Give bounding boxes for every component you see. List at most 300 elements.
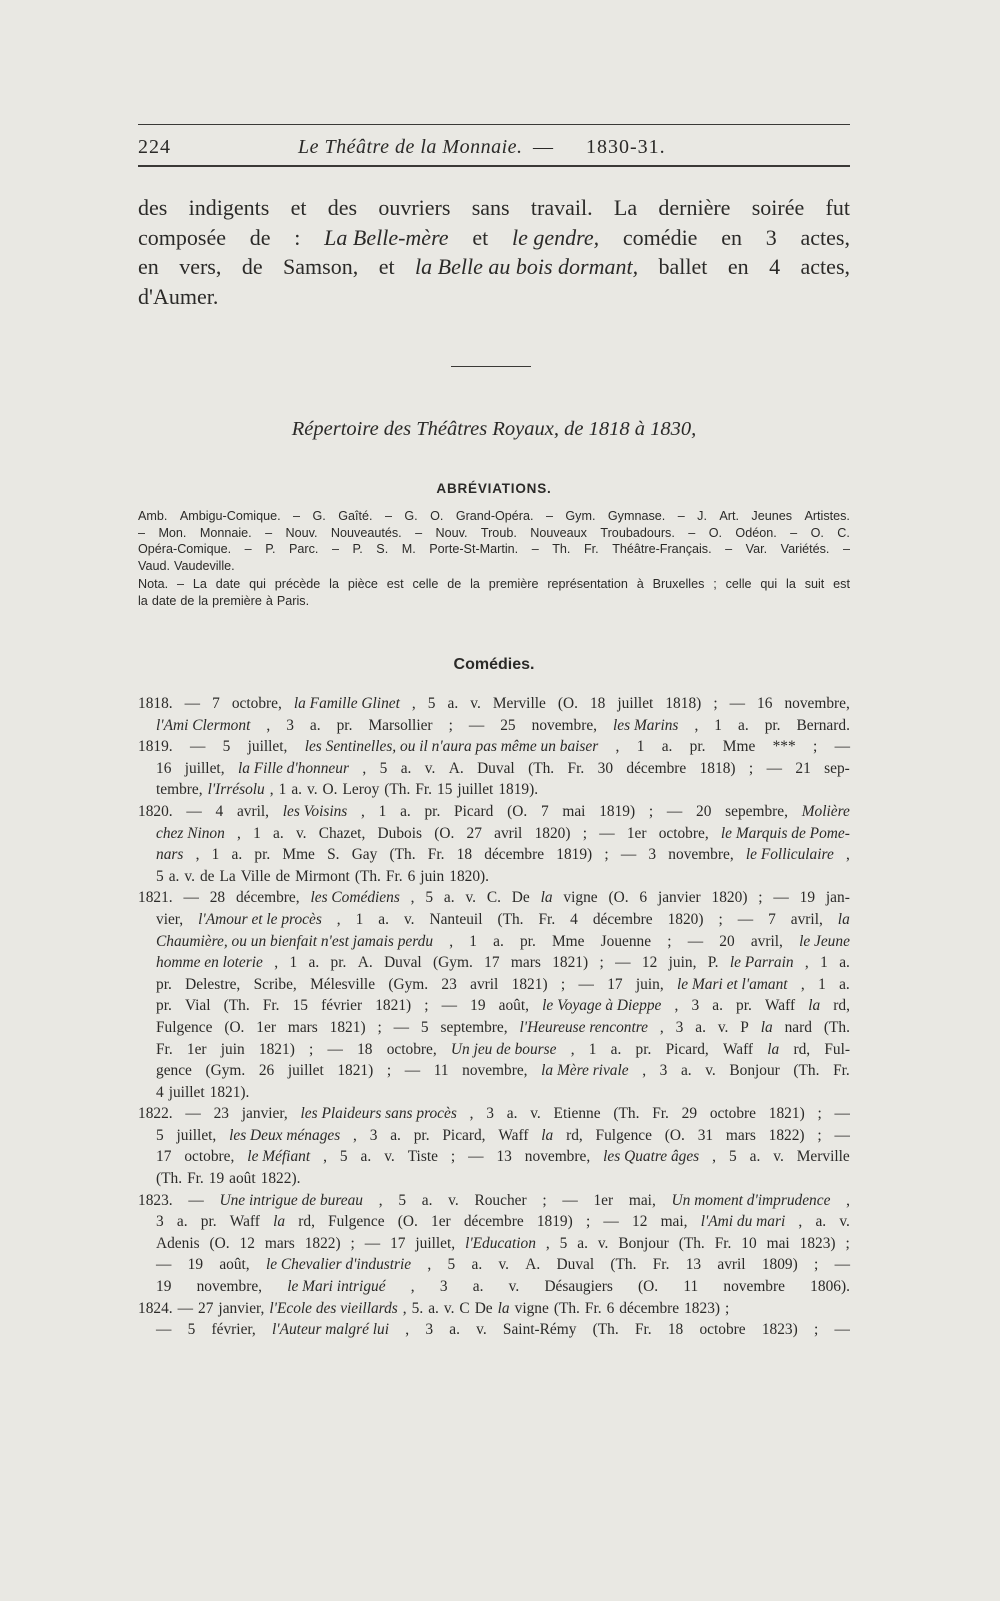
- entry-text: a.: [493, 932, 504, 950]
- abbreviation-token: première: [488, 577, 539, 592]
- entry-text: 15: [437, 781, 453, 799]
- entry-text: Mélesville: [310, 975, 376, 993]
- play-title: l'Ecole des vieillards: [269, 1299, 398, 1317]
- entry-text: (Gym.: [433, 954, 473, 972]
- play-title: les Plaideurs sans procès: [300, 1105, 457, 1123]
- abbreviation-token: –: [138, 525, 146, 540]
- entry-text: 3: [286, 716, 294, 734]
- entry-text: octobre,: [386, 1040, 437, 1058]
- play-title: Un jeu de bourse: [450, 1040, 557, 1058]
- abbreviation-token: Grand-Opéra.: [455, 509, 534, 523]
- entry-text: 1806).: [810, 1278, 850, 1296]
- play-title: la Mère rivale: [541, 1062, 629, 1080]
- abbreviation-token: date: [215, 577, 241, 592]
- entry-text: (O.: [224, 1018, 245, 1036]
- entry-text: ,: [615, 738, 620, 756]
- entry-text: a.: [839, 975, 850, 993]
- entry-text: 1er: [431, 1213, 451, 1231]
- entry-text: (Gym.: [205, 1062, 246, 1080]
- abbreviation-line: [138, 525, 850, 542]
- entry-text: 1818): [665, 695, 702, 712]
- entry-text: ,: [545, 1234, 550, 1252]
- intro-word: comédie: [622, 224, 698, 250]
- entry-text: ,: [269, 781, 274, 799]
- entry-text: 1: [289, 954, 298, 972]
- entry-text: —: [729, 695, 746, 712]
- entry-text: Tiste: [407, 1148, 438, 1166]
- entry-text: 1er: [186, 1040, 207, 1058]
- abbreviation-token: Nouv.: [435, 525, 468, 540]
- entry-text: Waff: [498, 1126, 529, 1144]
- entry-text: 6: [639, 889, 648, 907]
- entry-text: Adenis: [156, 1234, 200, 1252]
- intro-word: Samson,: [283, 254, 359, 279]
- entry-text: décembre: [619, 1299, 680, 1317]
- entry-text: 19: [799, 889, 816, 907]
- abbreviation-token: celle: [725, 577, 752, 592]
- abbreviation-token: Fr.: [583, 542, 599, 557]
- entry-text: ;: [560, 975, 566, 993]
- abbreviation-token: la: [470, 577, 480, 592]
- entry-text: décembre: [626, 759, 687, 777]
- entry-line: [138, 1276, 850, 1298]
- entry-text: (Th.: [384, 781, 411, 799]
- intro-line: [138, 193, 850, 223]
- abbreviation-token: –: [725, 542, 733, 557]
- abbreviation-token: –: [244, 542, 252, 557]
- abbreviation-token: Paris.: [276, 593, 310, 608]
- entry-text: pr.: [330, 954, 347, 972]
- play-title: le Mari intrigué: [287, 1278, 386, 1296]
- play-title: les Quatre âges: [603, 1148, 700, 1166]
- entry-text: a.: [506, 1105, 518, 1123]
- abbreviation-token: Nouv.: [285, 525, 318, 540]
- entry-text: 21: [795, 759, 811, 777]
- abbreviation-token: Th.: [552, 542, 571, 557]
- intro-word: La: [613, 195, 638, 220]
- entry-text: —: [773, 889, 789, 907]
- entry-text: 1: [818, 975, 826, 993]
- entry-text: Fr.: [156, 1040, 173, 1058]
- entry-text: septembre,: [440, 1018, 508, 1036]
- entry-text: ,: [712, 1148, 716, 1166]
- entry-text: ,: [694, 716, 699, 734]
- entry-text: 12: [239, 1234, 255, 1252]
- play-title: le Méfiant: [247, 1148, 311, 1166]
- entry-text: —: [468, 1148, 484, 1166]
- entry-text: ,: [659, 1018, 664, 1036]
- entry-text: 1823): [761, 1321, 798, 1339]
- section-title-comedies: Comédies.: [453, 656, 535, 673]
- entry-text: —: [687, 932, 704, 950]
- entry-text: v.: [295, 824, 307, 842]
- abbreviation-token: La: [192, 577, 207, 592]
- entry-text: Fulgence: [595, 1126, 652, 1144]
- entry-text: Gay: [351, 846, 378, 864]
- entry-text: a.: [176, 1213, 188, 1231]
- abbreviation-token: la: [329, 577, 339, 592]
- abbreviation-token: Gymnase.: [607, 509, 666, 523]
- entry-text: —: [834, 1256, 850, 1274]
- intro-word: et: [472, 224, 489, 250]
- entry-text: 1809): [761, 1256, 798, 1274]
- entry-text: ;: [817, 1126, 822, 1144]
- entry-text: a.: [390, 1126, 401, 1144]
- entry-text: novembre,: [462, 1062, 528, 1080]
- entry-text: ;: [542, 1191, 547, 1209]
- abbreviation-token: P.: [265, 542, 276, 557]
- entry-text: Marsollier: [368, 716, 433, 734]
- entry-text: juin: [420, 867, 445, 885]
- intro-word: composée: [138, 224, 226, 250]
- entry-text: —: [177, 1299, 194, 1317]
- entry-text: ;: [725, 1299, 730, 1317]
- entry-text: juillet: [168, 1083, 205, 1101]
- entry-text: pr.: [635, 1040, 652, 1058]
- entry-text: juillet: [617, 695, 654, 712]
- entry-line: [138, 1233, 850, 1255]
- entry-text: novembre,: [524, 1148, 591, 1166]
- abbreviation-token: date: [151, 593, 177, 608]
- intro-line: [138, 223, 850, 253]
- play-title: la Fille d'honneur: [237, 759, 349, 777]
- entry-text: —: [156, 1256, 172, 1274]
- intro-word: en: [138, 254, 159, 279]
- running-header: [138, 136, 850, 166]
- entry-text: ;: [812, 738, 818, 756]
- abbreviation-token: Mon.: [158, 525, 187, 540]
- entry-text: ,: [800, 975, 805, 993]
- entry-text: avril: [494, 824, 523, 842]
- header-dash: —: [533, 136, 553, 158]
- entry-text: Leroy: [342, 781, 380, 799]
- entry-text: sepembre,: [725, 802, 788, 820]
- entry-text: ;: [604, 846, 609, 864]
- play-title: le Marquis de Pome-: [720, 824, 850, 842]
- entry-text: 5: [156, 867, 164, 885]
- abbreviation-token: Vaud.: [138, 558, 170, 573]
- abbreviation-token: Art.: [719, 509, 739, 523]
- play-title: le Voyage à Dieppe: [542, 997, 662, 1015]
- entry-text: a.: [273, 824, 284, 842]
- entry-text: mars: [264, 1234, 295, 1252]
- abbreviation-token: à: [636, 577, 644, 592]
- entry-text: 1819): [599, 802, 636, 820]
- entry-text: avril,: [790, 910, 823, 928]
- entry-text: ,: [410, 1278, 415, 1296]
- entry-text: de: [199, 867, 215, 885]
- entry-text: Duval: [384, 954, 422, 972]
- abbreviation-token: est: [386, 577, 404, 592]
- entry-text: ;: [748, 759, 754, 777]
- entry-text: (Th.: [592, 1321, 619, 1339]
- entry-text: octobre,: [184, 1148, 235, 1166]
- entry-text: Waff: [764, 997, 796, 1015]
- entry-text: Fr.: [584, 1299, 602, 1317]
- entry-text: 28: [209, 889, 226, 907]
- entry-text: ,: [674, 997, 679, 1015]
- abbreviation-token: G.: [404, 509, 418, 523]
- entry-text: Dubois: [377, 824, 422, 842]
- intro-word: 4: [769, 254, 781, 279]
- entry-line: [138, 909, 850, 931]
- entry-text: 1822).: [260, 1170, 301, 1188]
- entry-text: 1819): [536, 1213, 573, 1231]
- entry-text: nard: [784, 1018, 812, 1036]
- entry-text: v.: [470, 695, 481, 712]
- entry-text: S.: [327, 846, 340, 864]
- abbreviation-token: –: [384, 509, 392, 523]
- entry-text: ;: [582, 824, 587, 842]
- play-title: Une intrigue de bureau: [219, 1191, 363, 1209]
- entry-text: A.: [525, 1256, 541, 1274]
- entry-text: —: [834, 1126, 850, 1144]
- abbreviation-token: –: [545, 509, 553, 523]
- entry-text: 15: [292, 997, 308, 1015]
- abbreviation-token: O.: [810, 525, 824, 540]
- entry-text: juillet,: [176, 1126, 217, 1144]
- entry-text: pr.: [424, 802, 441, 820]
- entry-text: —: [186, 802, 202, 820]
- play-title: le Jeune: [799, 932, 850, 950]
- entry-text: a.: [738, 716, 749, 734]
- entry-text: 13: [685, 1256, 702, 1274]
- entry-text: vigne: [563, 889, 598, 907]
- abbreviation-token: la: [786, 577, 796, 592]
- entry-text: 19: [470, 997, 486, 1015]
- intro-word: sans: [471, 195, 510, 220]
- entry-line: [138, 1211, 850, 1233]
- play-title: l'Heureuse rencontre: [519, 1018, 649, 1036]
- entry-text: 18: [357, 1040, 373, 1058]
- intro-word: :: [294, 224, 301, 250]
- entry-text: (Th.: [610, 1256, 637, 1274]
- entry-text: (Th.: [354, 867, 381, 885]
- entry-text: Fr.: [652, 1256, 670, 1274]
- intro-word: indigents: [188, 195, 270, 220]
- entry-text: sep-: [824, 759, 850, 777]
- abbreviation-token: Troub.: [480, 525, 517, 540]
- entry-text: ,: [362, 759, 367, 777]
- entry-text: ;: [817, 1105, 822, 1123]
- play-title: nars: [156, 846, 184, 864]
- entry-line: [138, 1190, 850, 1212]
- entry-text: 5: [447, 1256, 456, 1274]
- page-number: 224: [138, 136, 171, 158]
- entry-text: 1822): [768, 1126, 805, 1144]
- entry-text: 1er: [256, 1018, 276, 1036]
- entry-text: 25: [500, 716, 516, 734]
- entry-text: 1820): [711, 889, 748, 907]
- entry-text: janvier,: [218, 1299, 265, 1317]
- intro-word: dernière: [658, 195, 731, 220]
- play-title: le Chevalier d'industrie: [265, 1256, 412, 1274]
- entry-text: —: [766, 759, 782, 777]
- entry-text: juin,: [668, 954, 697, 972]
- entry-text: avril,: [750, 932, 783, 950]
- entry-text: ;: [814, 1256, 819, 1274]
- entry-text: v.: [424, 759, 436, 777]
- entry-text: Merville: [796, 1148, 850, 1166]
- abbreviation-line: [138, 541, 850, 558]
- entry-text: ;: [448, 716, 453, 734]
- entry-text: janvier,: [241, 1105, 288, 1123]
- entry-text: a.: [309, 716, 321, 734]
- entry-text: (Th.: [223, 997, 250, 1015]
- entry-text: ,: [798, 1213, 803, 1231]
- entry-text: Etienne: [553, 1105, 601, 1123]
- entry-text: —: [599, 824, 615, 842]
- entry-text: —: [834, 1105, 850, 1123]
- entry-text: 13: [496, 1148, 512, 1166]
- entry-text: mars: [510, 954, 541, 972]
- entry-text: 1820): [534, 824, 571, 842]
- entry-text: mai: [766, 1234, 790, 1252]
- abbreviation-token: Gaîté.: [338, 509, 373, 523]
- entry-text: ,: [402, 1299, 407, 1317]
- abbreviation-token: Opéra-Comique.: [138, 542, 232, 557]
- entry-text: août,: [219, 1256, 250, 1274]
- entry-line: [138, 715, 850, 737]
- intro-word: La Belle-mère: [324, 224, 449, 250]
- entry-text: 17: [156, 1148, 172, 1166]
- entry-text: Fr.: [538, 910, 556, 928]
- entry-text: décembre: [592, 910, 653, 928]
- entry-text: 1819): [556, 846, 593, 864]
- entry-text: 26: [258, 1062, 275, 1080]
- abbreviation-token: Variétés.: [780, 542, 830, 557]
- entry-text: ;: [667, 932, 672, 950]
- entry-text: 12: [641, 954, 658, 972]
- intro-word: la Belle au bois dormant,: [415, 254, 639, 279]
- entry-text: a.: [661, 738, 673, 756]
- entry-text: —: [364, 1234, 381, 1252]
- entry-text: Delestre,: [185, 975, 241, 993]
- entry-text: a.: [472, 1278, 484, 1296]
- entry-text: vigne: [514, 1299, 549, 1317]
- entry-text: ,: [449, 932, 454, 950]
- entry-text: 3: [156, 1213, 164, 1231]
- entry-text: Fr.: [634, 1321, 652, 1339]
- abbreviation-token: –: [842, 542, 850, 557]
- intro-word: 3: [765, 224, 777, 250]
- abbreviation-token: Odéon.: [735, 525, 777, 540]
- entry-text: (O.: [209, 1234, 230, 1252]
- entry-text: mai,: [628, 1191, 656, 1209]
- abbreviation-token: première: [212, 593, 262, 608]
- abbreviation-token: de: [447, 577, 462, 592]
- entry-text: ,: [353, 1126, 357, 1144]
- entry-text: ,: [845, 846, 850, 864]
- intro-word: soirée: [751, 195, 805, 220]
- entry-text: Duval: [477, 759, 515, 777]
- entry-text: —: [393, 1018, 410, 1036]
- abbreviations-block: [138, 508, 850, 610]
- entry-text: 4: [570, 910, 578, 928]
- entry-text: —: [188, 1191, 204, 1209]
- entry-text: 1821): [511, 975, 548, 993]
- entry-text: 1819.: [138, 738, 173, 756]
- entry-line: [138, 995, 850, 1017]
- entry-text: (Th.: [389, 846, 416, 864]
- entry-text: 1: [278, 781, 287, 799]
- header-top-rule: [138, 124, 850, 125]
- play-title: les Voisins: [282, 802, 348, 820]
- entry-text: 19: [187, 1256, 204, 1274]
- play-title: la Famille Glinet: [293, 695, 400, 712]
- entry-text: 1818): [699, 759, 736, 777]
- section-divider: [451, 366, 531, 367]
- entry-text: v.: [839, 1213, 850, 1231]
- entry-text: 4: [215, 802, 224, 820]
- entry-text: a.: [577, 1234, 588, 1252]
- entry-text: novembre,: [668, 846, 734, 864]
- entry-text: —: [578, 975, 594, 993]
- entry-text: octobre,: [658, 824, 709, 842]
- abbreviation-token: la: [138, 593, 148, 608]
- abbreviation-token: Var.: [745, 542, 768, 557]
- entry-text: 1: [469, 932, 477, 950]
- entry-text: ***: [772, 738, 796, 756]
- play-title: Chaumière, ou un bienfait n'est jamais perdu: [156, 932, 434, 950]
- entry-text: ,: [323, 1148, 327, 1166]
- play-title: le Parrain: [729, 954, 794, 972]
- entry-text: 1820): [667, 910, 704, 928]
- abbreviation-token: –: [688, 525, 696, 540]
- entry-text: ;: [377, 1018, 382, 1036]
- entry-text: 7: [540, 802, 549, 820]
- abbreviation-token: Artistes.: [804, 509, 850, 523]
- entry-text: vier,: [156, 910, 184, 928]
- entry-text: P.: [707, 954, 719, 972]
- entry-text: a.: [378, 910, 389, 928]
- abbreviation-token: –: [265, 525, 273, 540]
- entry-text: pr.: [764, 716, 781, 734]
- entry-text: v.: [597, 1234, 609, 1252]
- intro-word: et: [290, 195, 307, 220]
- abbreviation-line: [138, 558, 850, 575]
- entry-text: rd,: [833, 997, 850, 1015]
- abbreviation-token: –: [531, 542, 539, 557]
- entry-text: 3: [675, 1018, 684, 1036]
- abbreviation-token: Bruxelles: [652, 577, 705, 592]
- abbreviation-token: Porte-St-Martin.: [429, 542, 519, 557]
- entry-line: [138, 866, 850, 888]
- entry-text: Bernard.: [796, 716, 850, 734]
- entry-text: 17: [390, 1234, 406, 1252]
- entry-text: Désaugiers: [544, 1278, 613, 1296]
- play-title: l'Amour et le procès: [198, 910, 322, 928]
- entry-text: juillet,: [184, 759, 225, 777]
- play-title: chez Ninon: [156, 824, 225, 842]
- entry-text: a.: [443, 889, 455, 907]
- entry-text: Fr.: [385, 867, 403, 885]
- entry-text: Fr.: [187, 1170, 204, 1188]
- entry-text: 1821): [552, 954, 589, 972]
- entry-text: 6: [407, 867, 416, 885]
- entry-text: v.: [465, 889, 476, 907]
- entry-text: v.: [448, 1191, 459, 1209]
- entry-text: —: [834, 1321, 850, 1339]
- entry-text: octobre,: [231, 695, 282, 712]
- entry-text: 3: [691, 997, 700, 1015]
- entry-text: Fr.: [415, 781, 433, 799]
- entry-text: ,: [266, 716, 271, 734]
- entry-text: Mme: [282, 846, 315, 864]
- entry-text: 1: [714, 716, 722, 734]
- entry-text: C.: [486, 889, 501, 907]
- entry-text: ;: [718, 910, 723, 928]
